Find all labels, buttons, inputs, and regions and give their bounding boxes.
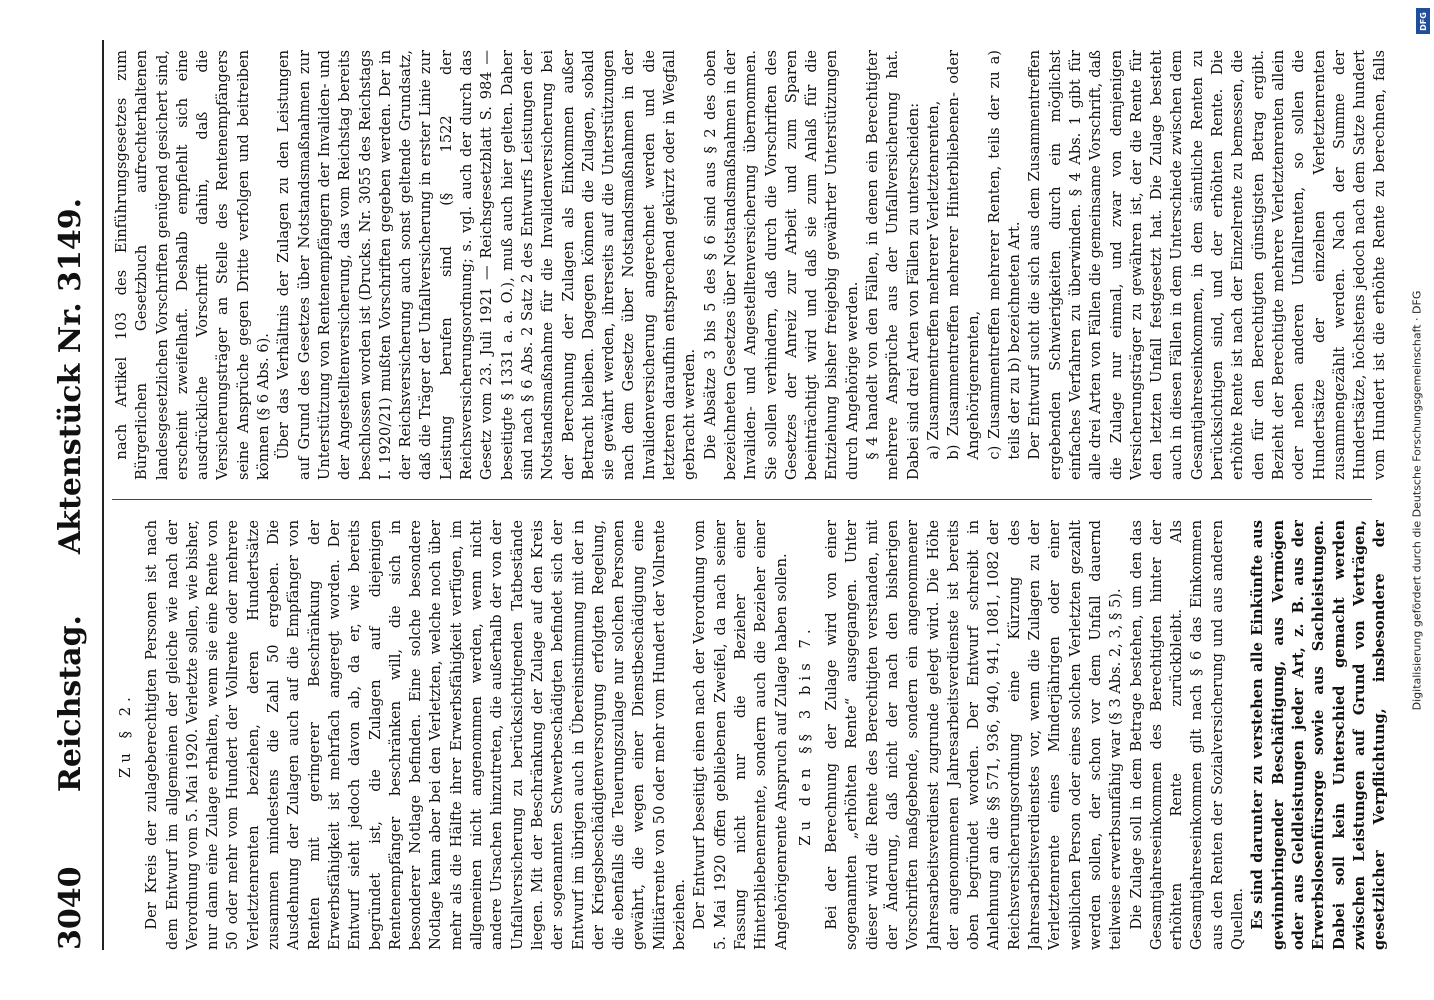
paragraph: Es sind darunter zu verstehen alle Einkünfte aus gewinnbringender Beschäftigung, aus Vermögen oder aus Geldleistungen jeder Art, z. B. aus der Erwerbslosenfürsorge sowie aus Sachleistungen. Dabei soll kein Unterschied gemacht werden zwischen Leistungen auf Grund von Verträgen, gesetzlicher Verpflichtung, insbesondere der — [1249, 520, 1389, 950]
publication-name: Reichstag. — [52, 615, 88, 793]
paragraph: Über das Verhältnis der Zulagen zu den Leistungen auf Grund des Gesetzes über Notstandsmaßnahmen zur Unterstützung von Rentenempfängern der Invaliden- und der Angestelltenversicherung, das vom Reichstag bereits beschlossen worden ist (Drucks. Nr. 3055 des Reichstags I. 1920/21) mußten Vorschriften gegeben werden. Der in der Reichsversicherung auch sonst geltende Grundsatz, daß die Träger der Unfallversicherung in erster Linie zur Leistung berufen sind (§ 1522 der Reichsversicherungsordnung; s. vgl. auch der durch das Gesetz vom 23. Juli 1921 — Reichsgesetzblatt S. 984 — beseitigte § 1331 a. a. O.), muß auch hier gelten. Daher sind nach § 6 Abs. 2 Satz 2 des Entwurfs Leistungen der Notstandsmaßnahme für die Invalidenversicherung bei der Berechnung der Zulagen als Einkommen außer Betracht bleiben. Dagegen können die Zulagen, sobald sie gewährt werden, ihrerseits auf die Unterstützungen nach dem Gesetze über Notstandsmaßnahmen in der Invalidenversicherung angerechnet werden und die letzteren daraufhin entsprechend gekürzt oder in Wegfall gebracht werden. — [275, 50, 699, 480]
dfg-logo-text: DFG — [1418, 11, 1428, 31]
digitization-note — [1400, 0, 1434, 1000]
column-divider — [112, 499, 1372, 500]
paragraph: Der Entwurf beseitigt einen nach der Verordnung vom 5. Mai 1920 offen gebliebenen Zweifel, da nach seiner Fassung nicht nur die Bezieher einer Hinterbliebenenrente, sondern auch die Bezieher einer Angehörigenrente Anspruch auf Zulage haben sollen. — [691, 520, 790, 950]
page-number: 3040 — [52, 866, 88, 950]
digitization-note-text: Digitalisierung gefördert durch die Deutsche Forschungsgemeinschaft · DFG — [1410, 290, 1424, 710]
section-heading: Zu den §§ 3 bis 7. — [796, 624, 814, 846]
dfg-logo-icon — [1416, 8, 1430, 34]
right-column — [112, 50, 1392, 480]
paragraph: nach Artikel 103 des Einführungsgesetzes zum Bürgerlichen Gesetzbuch aufrechterhaltenen landesgesetzlichen Vorschriften genügend gesichert sind, erscheint zweifelhaft. Deshalb empfiehlt sich eine ausdrückliche Vorschrift dahin, daß die Versicherungsträger an Stelle des Rentenempfängers seine Ansprüche gegen Dritte verfolgen und beitreiben können (§ 6 Abs. 6). — [113, 50, 273, 480]
paragraph: § 4 handelt von den Fällen, in denen ein Berechtigter mehrere Ansprüche aus der Unfallversicherung hat. Dabei sind drei Arten von Fällen zu unterscheiden: — [863, 50, 922, 480]
paragraph: Bei der Berechnung der Zulage wird von einer sogenannten „erhöhten Rente“ ausgegangen. Unter dieser wird die Rente des Berechtigten verstanden, mit der Änderung, daß nicht der nach den bisherigen Vorschriften maßgebende, sondern ein angenommener Jahresarbeitsverdienst zugrunde gelegt wird. Die Höhe der angenommenen Jahresarbeitsverdienste ist bereits oben begründet worden. Der Entwurf schreibt in Anlehnung an die §§ 571, 936, 940, 941, 1081, 1082 der Reichsversicherungsordnung eine Kürzung des Jahresarbeitsverdienstes vor, wenn die Zulagen zu der Verletztenrente eines Minderjährigen oder einer weiblichen Person oder eines solchen Verletzten gezahlt werden sollen, der schon vor dem Unfall dauernd teilweise erwerbsunfähig war (§ 3 Abs. 2, 3, § 5). — [823, 520, 1125, 950]
left-column — [112, 520, 1392, 950]
paragraph: Der Entwurf sucht die sich aus dem Zusammentreffen ergebenden Schwierigkeiten durch ein möglichst einfaches Verfahren zu überwinden. § 4 Abs. 1 gibt für alle drei Arten von Fällen die gemeinsame Vorschrift, daß die Zulage nur einmal, und zwar von demjenigen Versicherungsträger zu gewähren ist, der die Rente für den letzten Unfall festgesetzt hat. Die Zulage besteht auch in diesen Fällen in dem Unterschiede zwischen dem Gesamtjahreseinkommen, in dem sämtliche Renten zu berücksichtigen sind, und der erhöhten Rente. Die erhöhte Rente ist nach der Einzelrente zu bemessen, die den für den Berechtigten günstigsten Betrag ergibt. Bezieht der Berechtigte mehrere Verletztenrenten allein oder neben anderen Unfallrenten, so sollen die Hundertsätze der einzelnen Verletztenrenten zusammengezählt werden. Nach der Summe der Hundertsätze, höchstens jedoch nach dem Satze hundert vom Hundert ist die erhöhte Rente zu berechnen, falls — [1026, 50, 1389, 480]
document-number: Aktenstück Nr. 3149. — [52, 197, 88, 555]
paragraph: Die Zulage soll in dem Betrage bestehen, um den das Gesamtjahreseinkommen des Berechtigten hinter der erhöhten Rente zurückbleibt. Als Gesamtjahreseinkommen gilt nach § 6 das Einkommen aus den Renten der Sozialversicherung und aus anderen Quellen. — [1127, 520, 1247, 950]
section-heading: Zu § 2. — [117, 692, 134, 778]
list-item: a) Zusammentreffen mehrerer Verletztenrenten, — [924, 100, 942, 460]
list-item: b) Zusammentreffen mehrerer Hinterbliebenen- oder Angehörigenrenten, — [945, 50, 983, 460]
paragraph: Der Kreis der zulageberechtigten Personen ist nach dem Entwurf im allgemeinen der gleiche wie nach der Verordnung vom 5. Mai 1920. Verletzte sollen, wie bisher, nur dann eine Zulage erhalten, wenn sie eine Rente von 50 oder mehr vom Hundert der Vollrente oder mehrere Verletztenrenten beziehen, deren Hundertsätze zusammen mindestens die Zahl 50 ergeben. Die Ausdehnung der Zulagen auch auf die Empfänger von Renten mit geringerer Beschränkung der Erwerbsfähigkeit ist mehrfach angeregt worden. Der Entwurf sieht jedoch davon ab, da er, wie bereits begründet ist, die Zulagen auf diejenigen Rentenempfänger beschränken will, die sich in besonderer Notlage befinden. Eine solche besondere Notlage kann aber bei den Verletzten, welche noch über mehr als die Hälfte ihrer Erwerbsfähigkeit verfügen, im allgemeinen nicht angenommen werden, wenn nicht andere Ursachen hinzutreten, die außerhalb der von der Unfallversicherung zu berücksichtigenden Tatbestände liegen. Mit der Beschränkung der Zulage auf den Kreis der sogenannten Schwerbeschädigten befindet sich der Entwurf im übrigen auch in Übereinstimmung mit der in der Kriegsbeschädigtenversorgung erfolgten Regelung, die ebenfalls die Teuerungszulage nur solchen Personen gewährt, die wegen einer Dienstbeschädigung eine Militärrente von 50 oder mehr vom Hundert der Vollrente beziehen. — [143, 520, 689, 950]
header-rule — [102, 40, 104, 950]
paragraph: Die Absätze 3 bis 5 des § 6 sind aus § 2 des oben bezeichneten Gesetzes über Notstandsmaßnahmen in der Invaliden- und Angestelltenversicherung übernommen. Sie sollen verhindern, daß durch die Vorschriften des Gesetzes der Anreiz zur Arbeit und zum Sparen beeinträchtigt wird und daß sie zum Anlaß für die Entziehung bisher freigebig gewährter Unterstützungen durch Angehörige werden. — [701, 50, 861, 480]
list-item: c) Zusammentreffen mehrerer Renten, teils der zu a) teils der zu b) bezeichneten Art. — [985, 50, 1024, 460]
running-title — [53, 40, 88, 950]
page-header — [40, 40, 100, 950]
